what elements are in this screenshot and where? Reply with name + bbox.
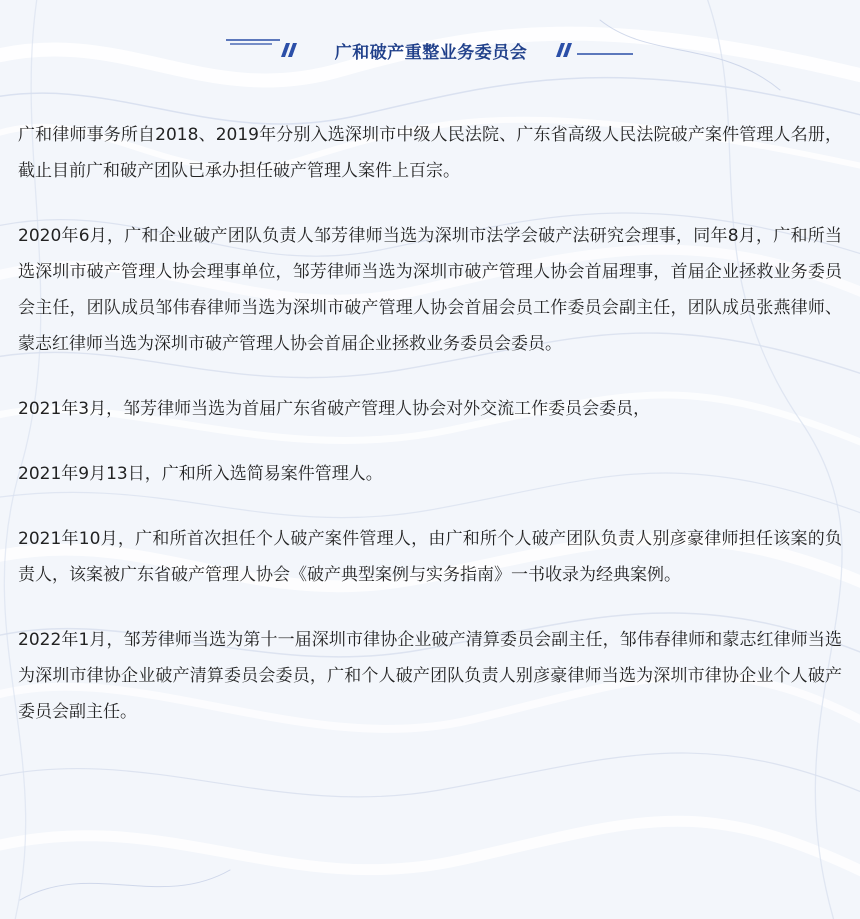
section-title: 广和破产重整业务委员会 [334, 43, 528, 63]
title-right-decoration-icon [555, 30, 655, 70]
section-header [0, 30, 860, 70]
paragraph-team-history: 广和律师事务所自2018、2019年分别入选深圳市中级人民法院、广东省高级人民法院破产案件管理人名册，截止目前广和破产团队已承办担任破产管理人案件上百宗。 [18, 125, 842, 181]
paragraph-2021-october: 2021年10月，广和所首次担任个人破产案件管理人，由广和所个人破产团队负责人别彦豪律师担任该案的负责人，该案被广东省破产管理人协会《破产典型案例与实务指南》一书收录为经典案例。 [18, 529, 842, 585]
paragraph-2020-appointments: 2020年6月，广和企业破产团队负责人邹芳律师当选为深圳市法学会破产法研究会理事，同年8月，广和所当选深圳市破产管理人协会理事单位，邹芳律师当选为深圳市破产管理人协会首届理事，首届企业拯救业务委员会主任，团队成员邹伟春律师当选为深圳市破产管理人协会首届会员工作委员会副主任，团队成员张燕律师、蒙志红律师当选为深圳市破产管理人协会首届企业拯救业务委员会委员。 [18, 226, 842, 354]
title-left-decoration-icon [222, 30, 322, 70]
article-body [18, 117, 842, 759]
paragraph-2022-january: 2022年1月，邹芳律师当选为第十一届深圳市律协企业破产清算委员会副主任，邹伟春律师和蒙志红律师当选为深圳市律协企业破产清算委员会委员，广和个人破产团队负责人别彦豪律师当选为深圳市律协企业个人破产委员会副主任。 [18, 630, 842, 722]
paragraph-2021-september: 2021年9月13日，广和所入选简易案件管理人。 [18, 464, 383, 484]
paragraph-2021-march: 2021年3月，邹芳律师当选为首届广东省破产管理人协会对外交流工作委员会委员， [18, 399, 651, 419]
